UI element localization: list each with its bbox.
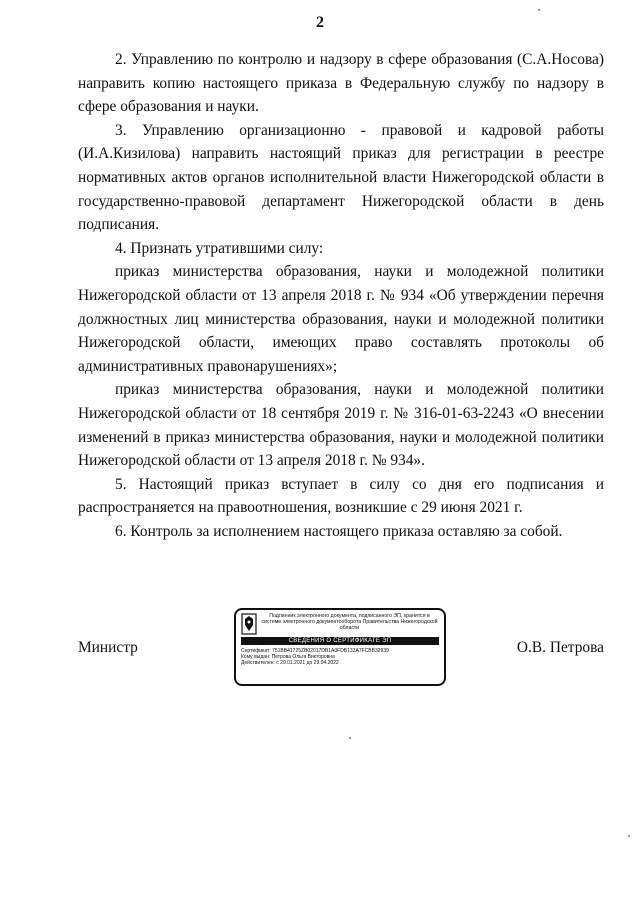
scan-speck (538, 9, 540, 11)
document-body (78, 48, 604, 543)
certificate-value: 751BB41725ZB02017DB1A0FDB133A7FCBB32939 (272, 648, 389, 654)
page-number: 2 (316, 14, 324, 31)
paragraph-item-4: 4. Признать утратившими силу: (115, 239, 324, 257)
issued-to-label: Кому выдан: (241, 654, 271, 661)
coat-of-arms-icon (241, 613, 257, 635)
paragraph-item-6: 6. Контроль за исполнением настоящего приказа оставляю за собой. (115, 522, 563, 540)
stamp-header (241, 613, 439, 635)
certificate-label: Сертификат: (241, 648, 271, 654)
scan-speck (349, 737, 351, 739)
paragraph-repealed-order-2: приказ министерства образования, науки и молодежной политики Нижегородской области от 18 сентября 2019 г. № 316-01-63-2243 «О внесении изменений в приказ министерства образования, науки и молодежной политики Нижегородской области от 13 апреля 2018 г. № 934». (78, 381, 604, 470)
stamp-banner: СВЕДЕНИЯ О СЕРТИФИКАТЕ ЭП (241, 637, 439, 645)
validity-label: Действителен: (241, 660, 275, 667)
signer-title: Министр (78, 639, 138, 656)
paragraph-item-5: 5. Настоящий приказ вступает в силу со дня его подписания и распространяется на правоотношения, возникшие с 29 июня 2021 г. (78, 475, 604, 517)
signature-block (78, 608, 604, 688)
stamp-note: Подлинник электронного документа, подписанного ЭП, хранится в системе электронного документооборота Правительства Нижегородской области (261, 613, 438, 632)
scan-speck (628, 835, 630, 837)
validity-value: с 29.01.2021 до 29.04.2022 (276, 660, 339, 667)
paragraph-repealed-order-1: приказ министерства образования, науки и молодежной политики Нижегородской области от 13 апреля 2018 г. № 934 «Об утверждении перечня должностных лиц министерства образования, науки и молодежной политики Нижегородской области, имеющих право составлять протоколы об административных правонарушениях»; (78, 263, 604, 375)
issued-to-value: Петрова Ольга Викторовна (271, 654, 335, 661)
paragraph-item-3: 3. Управлению организационно - правовой и кадровой работы (И.А.Кизилова) направить настоящий приказ для регистрации в реестре нормативных актов органов исполнительной власти Нижегородской области в государственно-правовой департамент Нижегородской области в день подписания. (78, 121, 604, 234)
paragraph-item-2: 2. Управлению по контролю и надзору в сфере образования (С.А.Носова) направить копию настоящего приказа в Федеральную службу по надзору в сфере образования и науки. (78, 51, 604, 116)
signer-name: О.В. Петрова (516, 639, 604, 656)
validity-line (241, 660, 439, 666)
electronic-signature-stamp (234, 608, 446, 686)
